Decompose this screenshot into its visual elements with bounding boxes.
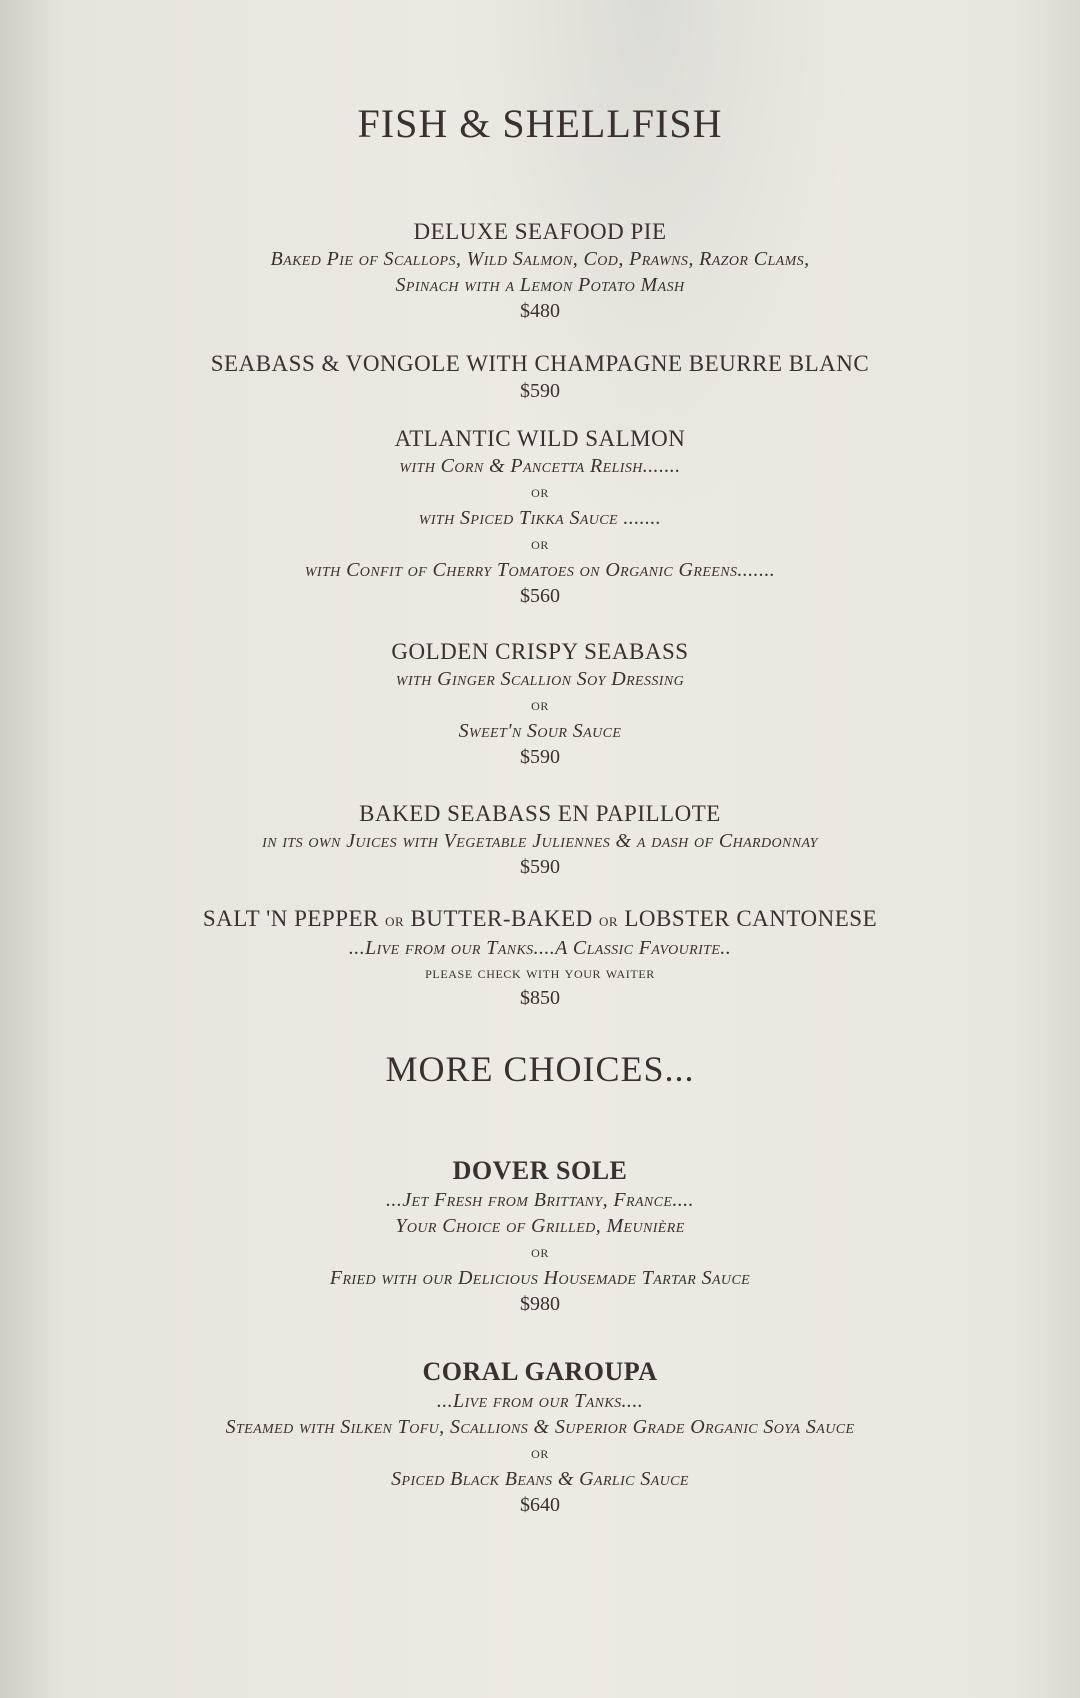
menu-item-seabass-vongole [0, 350, 1080, 404]
item-description: in its own Juices with Vegetable Juliennes & a dash of Chardonnay [262, 830, 818, 852]
menu-item-dover-sole [0, 1155, 1080, 1317]
item-name: GOLDEN CRISPY SEABASS [391, 639, 689, 664]
item-note: please check with your waiter [425, 963, 655, 982]
menu-item-atlantic-wild-salmon [0, 425, 1080, 609]
item-or: or [599, 910, 619, 931]
item-price: $980 [520, 1293, 560, 1315]
item-description: ...Live from our Tanks.... [436, 1390, 644, 1412]
item-description: Spinach with a Lemon Potato Mash [395, 274, 685, 296]
menu-item-deluxe-seafood-pie [0, 218, 1080, 324]
item-option: with Corn & Pancetta Relish....... [399, 455, 681, 477]
item-price: $590 [520, 856, 560, 878]
item-name: DELUXE SEAFOOD PIE [413, 219, 667, 244]
menu-item-coral-garoupa [0, 1356, 1080, 1518]
item-price: $850 [520, 987, 560, 1009]
item-option: with Spiced Tikka Sauce ....... [418, 507, 662, 529]
section-title-more: MORE CHOICES... [385, 1049, 695, 1089]
item-option: with Confit of Cherry Tomatoes on Organic Greens....... [304, 559, 776, 581]
item-description: Your Choice of Grilled, Meunière [395, 1215, 685, 1237]
item-price: $590 [520, 380, 560, 402]
item-option: Sweet'n Sour Sauce [458, 720, 622, 742]
item-option: with Ginger Scallion Soy Dressing [395, 668, 685, 690]
item-name: SEABASS & VONGOLE WITH CHAMPAGNE BEURRE BLANC [210, 351, 870, 376]
item-name: ATLANTIC WILD SALMON [394, 426, 686, 451]
item-or: or [531, 482, 549, 501]
item-description: Baked Pie of Scallops, Wild Salmon, Cod, Prawns, Razor Clams, [270, 248, 810, 270]
item-or: or [531, 1242, 549, 1261]
item-price: $590 [520, 746, 560, 768]
lobster-style-butter-baked: BUTTER-BAKED [410, 906, 593, 931]
lobster-style-cantonese: LOBSTER CANTONESE [624, 906, 878, 931]
item-price: $560 [520, 585, 560, 607]
item-name: CORAL GAROUPA [422, 1357, 658, 1386]
item-description: Steamed with Silken Tofu, Scallions & Superior Grade Organic Soya Sauce [225, 1416, 855, 1438]
item-description: ...Jet Fresh from Brittany, France.... [386, 1189, 694, 1211]
item-price: $480 [520, 300, 560, 322]
item-name: BAKED SEABASS EN PAPILLOTE [359, 801, 721, 826]
item-description: Spiced Black Beans & Garlic Sauce [391, 1468, 689, 1490]
item-description: Fried with our Delicious Housemade Tartar Sauce [329, 1267, 751, 1289]
menu-item-lobster [0, 905, 1080, 1011]
item-description: ...Live from our Tanks....A Classic Favourite.. [348, 937, 732, 959]
item-or: or [531, 695, 549, 714]
item-or: or [385, 910, 405, 931]
item-or: or [531, 1443, 549, 1462]
lobster-style-salt-pepper: SALT 'N PEPPER [202, 906, 379, 931]
item-or: or [531, 534, 549, 553]
item-name [0, 905, 1080, 935]
menu-item-baked-seabass-papillote [0, 800, 1080, 880]
item-name: DOVER SOLE [452, 1156, 628, 1185]
section-title-fish: FISH & SHELLFISH [357, 101, 723, 146]
menu-item-golden-crispy-seabass [0, 638, 1080, 770]
item-price: $640 [520, 1494, 560, 1516]
